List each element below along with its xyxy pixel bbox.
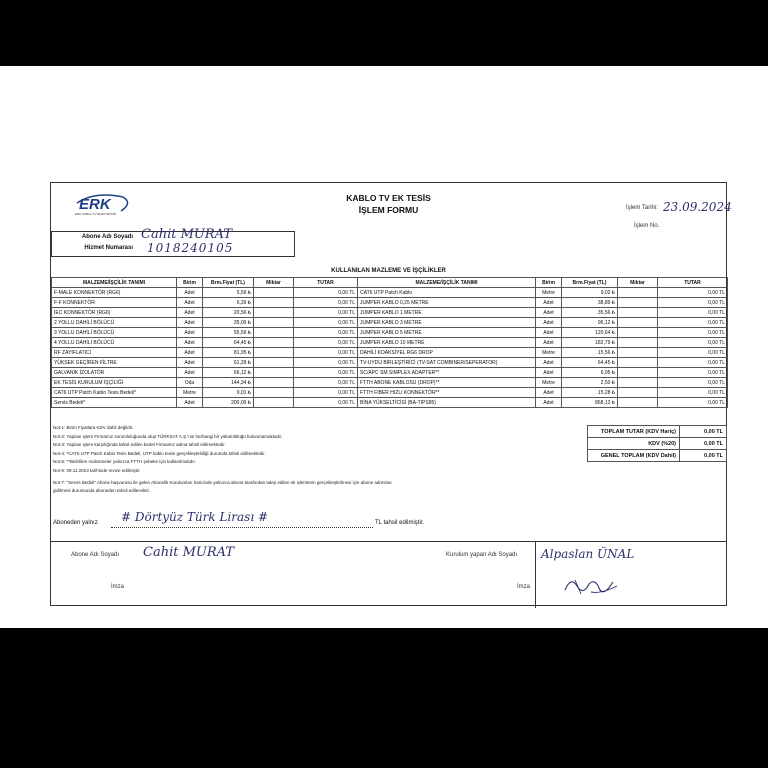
table-row bbox=[52, 288, 728, 298]
left-unit-cell: Adet bbox=[177, 348, 203, 358]
col-header-desc: MALZEME/İŞÇİLİK TANIMI bbox=[52, 278, 177, 288]
total-value: 0,00 TL bbox=[680, 426, 727, 438]
right-price-cell: 38,89 ₺ bbox=[562, 298, 618, 308]
left-qty-cell bbox=[254, 338, 294, 348]
right-total-cell: 0,00 TL bbox=[658, 348, 728, 358]
note-line: Not-7: "Servis Bedeli" Abone başvurusu ile gelen Abonelik Kurulumları haricinde yalnızca abone tarafından talep edilen ek işlemlerin gerçekleştirilmesi için abone adresine bbox=[53, 479, 392, 485]
left-price-cell: 9,01 ₺ bbox=[203, 388, 254, 398]
right-total-cell: 0,00 TL bbox=[658, 358, 728, 368]
left-unit-cell: Adet bbox=[177, 308, 203, 318]
right-qty-cell bbox=[618, 308, 658, 318]
left-price-cell: 20,56 ₺ bbox=[203, 308, 254, 318]
left-price-cell: 6,39 ₺ bbox=[203, 298, 254, 308]
left-name-cell: EK TESİS KURULUM İŞÇİLİĞİ bbox=[52, 378, 177, 388]
right-unit-cell: Adet bbox=[536, 358, 562, 368]
left-price-cell: 35,00 ₺ bbox=[203, 318, 254, 328]
right-name-cell: SC/APC SM SIMPLEX ADAPTER** bbox=[358, 368, 536, 378]
notes-block bbox=[53, 425, 392, 497]
right-total-cell: 0,00 TL bbox=[658, 368, 728, 378]
left-unit-cell: Adet bbox=[177, 358, 203, 368]
left-unit-cell: Adet bbox=[177, 328, 203, 338]
service-no-label: Hizmet Numarası bbox=[84, 245, 133, 251]
note-line: Not-3: Yapılan işlem karşılığında tahsil edilen bedel Firmamız adına tahsil edilmektedir. bbox=[53, 442, 226, 448]
left-unit-cell: Adet bbox=[177, 338, 203, 348]
table-row bbox=[52, 398, 728, 408]
note-line: Not-4: *CAT6 UTP Patch Kablo Tesis Bedeli, UTP kablo tesisi gerçekleştirildiği durumda tahsil edilmektedir. bbox=[53, 450, 266, 456]
right-name-cell: DAHİLİ KOAKSİYEL RG6 DROP bbox=[358, 348, 536, 358]
right-total-cell: 0,00 TL bbox=[658, 308, 728, 318]
left-total-cell: 0,00 TL bbox=[294, 348, 358, 358]
left-price-cell: 64,45 ₺ bbox=[203, 338, 254, 348]
payment-dotted-line bbox=[111, 527, 373, 528]
sig-subscriber-name-value: Cahit MURAT bbox=[143, 545, 234, 560]
subscriber-name-value: Cahit MURAT bbox=[141, 227, 232, 242]
right-total-cell: 0,00 TL bbox=[658, 338, 728, 348]
left-unit-cell: Adet bbox=[177, 288, 203, 298]
left-qty-cell bbox=[254, 378, 294, 388]
col-header-qty: Miktar bbox=[254, 278, 294, 288]
table-row bbox=[52, 358, 728, 368]
table-row bbox=[52, 308, 728, 318]
payment-suffix: TL tahsil edilmiştir. bbox=[375, 520, 425, 526]
left-name-cell: CAT6 UTP Patch Kablo Tesis Bedeli* bbox=[52, 388, 177, 398]
table-row bbox=[52, 388, 728, 398]
left-qty-cell bbox=[254, 298, 294, 308]
form-title-line1: KABLO TV EK TESİS bbox=[346, 193, 431, 203]
right-name-cell: TV-UYDU BİRLEŞTİRİCİ (TV-SAT COMBINER/SEPERATOR) bbox=[358, 358, 536, 368]
sig-installer-name-label: Kurulum yapan Adı Soyadı bbox=[446, 552, 518, 558]
form-no-label: İşlem No. bbox=[634, 223, 660, 229]
total-value: 0,00 TL bbox=[680, 450, 727, 462]
signature-divider bbox=[535, 542, 536, 608]
left-price-cell: 5,56 ₺ bbox=[203, 288, 254, 298]
left-qty-cell bbox=[254, 358, 294, 368]
totals-row bbox=[588, 438, 727, 450]
signature-area bbox=[51, 541, 726, 608]
left-unit-cell: Adet bbox=[177, 318, 203, 328]
left-name-cell: 2 YOLLU DAHİLİ BÖLÜCÜ bbox=[52, 318, 177, 328]
right-name-cell: CAT6 UTP Patch Kablo bbox=[358, 288, 536, 298]
left-total-cell: 0,00 TL bbox=[294, 398, 358, 408]
col-header-unit: Birim bbox=[177, 278, 203, 288]
right-unit-cell: Adet bbox=[536, 368, 562, 378]
left-name-cell: RF ZAYIFLATICI bbox=[52, 348, 177, 358]
right-unit-cell: Adet bbox=[536, 338, 562, 348]
right-qty-cell bbox=[618, 358, 658, 368]
left-total-cell: 0,00 TL bbox=[294, 378, 358, 388]
right-unit-cell: Metre bbox=[536, 288, 562, 298]
left-unit-cell: Adet bbox=[177, 398, 203, 408]
totals-table bbox=[587, 425, 727, 462]
left-name-cell: F-F KONNEKTÖR bbox=[52, 298, 177, 308]
left-total-cell: 0,00 TL bbox=[294, 318, 358, 328]
right-qty-cell bbox=[618, 338, 658, 348]
left-qty-cell bbox=[254, 368, 294, 378]
left-total-cell: 0,00 TL bbox=[294, 388, 358, 398]
table-row bbox=[52, 348, 728, 358]
left-name-cell: IEC KONNEKTÖR (RG6) bbox=[52, 308, 177, 318]
left-name-cell: YÜKSEK GEÇİREN FİLTRE bbox=[52, 358, 177, 368]
left-qty-cell bbox=[254, 288, 294, 298]
left-unit-cell: Metre bbox=[177, 388, 203, 398]
left-name-cell: 3 YOLLU DAHİLİ BÖLÜCÜ bbox=[52, 328, 177, 338]
left-unit-cell: Adet bbox=[177, 298, 203, 308]
right-unit-cell: Metre bbox=[536, 348, 562, 358]
table-row bbox=[52, 318, 728, 328]
right-price-cell: 2,50 ₺ bbox=[562, 378, 618, 388]
left-price-cell: 144,34 ₺ bbox=[203, 378, 254, 388]
right-price-cell: 120,64 ₺ bbox=[562, 328, 618, 338]
total-label: KDV (%20) bbox=[588, 438, 680, 450]
right-total-cell: 0,00 TL bbox=[658, 298, 728, 308]
right-total-cell: 0,00 TL bbox=[658, 398, 728, 408]
logo-subtitle: ERK KABLO TV ELEKTRONİK bbox=[75, 212, 117, 216]
right-price-cell: 96,12 ₺ bbox=[562, 318, 618, 328]
right-total-cell: 0,00 TL bbox=[658, 318, 728, 328]
sig-installer-name-value: Alpaslan ÜNAL bbox=[541, 547, 635, 561]
right-unit-cell: Adet bbox=[536, 308, 562, 318]
left-qty-cell bbox=[254, 388, 294, 398]
payment-amount-written: # Dörtyüz Türk Lirası # bbox=[121, 510, 269, 524]
right-name-cell: BİNA YÜKSELTİCİSİ (BA-TIPS85) bbox=[358, 398, 536, 408]
note-line: Not-1: Birim Fiyatlara KDV dahil değildir. bbox=[53, 425, 134, 430]
right-unit-cell: Adet bbox=[536, 328, 562, 338]
table-row bbox=[52, 328, 728, 338]
left-total-cell: 0,00 TL bbox=[294, 288, 358, 298]
right-unit-cell: Adet bbox=[536, 318, 562, 328]
left-name-cell: GALVANİK İZOLATÖR bbox=[52, 368, 177, 378]
logo-text: ERK bbox=[79, 196, 111, 213]
left-price-cell: 81,95 ₺ bbox=[203, 348, 254, 358]
right-name-cell: JUMPER KABLO 10 METRE bbox=[358, 338, 536, 348]
right-price-cell: 9,02 ₺ bbox=[562, 288, 618, 298]
items-table bbox=[51, 277, 728, 408]
col-header-unit: Birim bbox=[536, 278, 562, 288]
table-row bbox=[52, 378, 728, 388]
col-header-total: TUTAR bbox=[658, 278, 728, 288]
left-qty-cell bbox=[254, 308, 294, 318]
right-name-cell: FTTH ABONE KABLOSU (DROP)** bbox=[358, 378, 536, 388]
left-total-cell: 0,00 TL bbox=[294, 368, 358, 378]
left-qty-cell bbox=[254, 318, 294, 328]
signature-scribble-icon bbox=[561, 572, 621, 598]
date-value: 23.09.2024 bbox=[663, 200, 732, 214]
total-value: 0,00 TL bbox=[680, 438, 727, 450]
payment-prefix: Aboneden yalnız bbox=[53, 520, 98, 526]
right-price-cell: 64,45 ₺ bbox=[562, 358, 618, 368]
right-price-cell: 35,56 ₺ bbox=[562, 308, 618, 318]
right-unit-cell: Adet bbox=[536, 388, 562, 398]
right-qty-cell bbox=[618, 348, 658, 358]
totals-row bbox=[588, 450, 727, 462]
col-header-total: TUTAR bbox=[294, 278, 358, 288]
right-name-cell: FTTH FİBER HIZLI KONNEKTÖR** bbox=[358, 388, 536, 398]
note-line: Not-2: Yapılan işlem Firmamız sorumluluğunda olup TÜRKSAT A.Ş.'nin herhangi bir yükümlülüğü bulunmamaktadır. bbox=[53, 433, 283, 439]
col-header-qty: Miktar bbox=[618, 278, 658, 288]
right-name-cell: JUMPER KABLO 3 METRE bbox=[358, 318, 536, 328]
left-qty-cell bbox=[254, 398, 294, 408]
right-qty-cell bbox=[618, 298, 658, 308]
left-total-cell: 0,00 TL bbox=[294, 338, 358, 348]
table-row bbox=[52, 368, 728, 378]
service-no-value: 1018240105 bbox=[147, 241, 234, 255]
right-qty-cell bbox=[618, 378, 658, 388]
table-row bbox=[52, 338, 728, 348]
left-total-cell: 0,00 TL bbox=[294, 308, 358, 318]
right-total-cell: 0,00 TL bbox=[658, 328, 728, 338]
total-label: GENEL TOPLAM (KDV Dahil) bbox=[588, 450, 680, 462]
right-unit-cell: Adet bbox=[536, 298, 562, 308]
section-title: KULLANILAN MAZLEME VE İŞÇİLİKLER bbox=[331, 268, 446, 274]
right-qty-cell bbox=[618, 318, 658, 328]
right-total-cell: 0,00 TL bbox=[658, 388, 728, 398]
right-price-cell: 868,13 ₺ bbox=[562, 398, 618, 408]
left-total-cell: 0,00 TL bbox=[294, 328, 358, 338]
left-price-cell: 200,00 ₺ bbox=[203, 398, 254, 408]
col-header-price: Brm.Fiyat (TL) bbox=[562, 278, 618, 288]
sig-subscriber-name-label: Abone Adı Soyadı bbox=[71, 552, 120, 558]
note-line: Not-6: 09.11.2023 tarihinde revize edilmiştir. bbox=[53, 467, 141, 473]
right-price-cell: 182,79 ₺ bbox=[562, 338, 618, 348]
right-qty-cell bbox=[618, 328, 658, 338]
left-total-cell: 0,00 TL bbox=[294, 298, 358, 308]
right-qty-cell bbox=[618, 288, 658, 298]
left-name-cell: Servis Bedeli* bbox=[52, 398, 177, 408]
right-unit-cell: Metre bbox=[536, 378, 562, 388]
sig-left-label: İmza bbox=[111, 584, 125, 590]
left-name-cell: 4 YOLLU DAHİLİ BÖLÜCÜ bbox=[52, 338, 177, 348]
left-price-cell: 55,56 ₺ bbox=[203, 328, 254, 338]
left-qty-cell bbox=[254, 328, 294, 338]
totals-row bbox=[588, 426, 727, 438]
right-total-cell: 0,00 TL bbox=[658, 378, 728, 388]
left-unit-cell: Oda bbox=[177, 378, 203, 388]
right-name-cell: JUMPER KABLO 5 METRE bbox=[358, 328, 536, 338]
left-name-cell: F-MALE KONNEKTÖR (RG6) bbox=[52, 288, 177, 298]
note-line: Not-5: **Belirtilen malzemeler yalnızca FTTH şebeke için kullanılmalıdır. bbox=[53, 459, 197, 465]
left-total-cell: 0,00 TL bbox=[294, 358, 358, 368]
sig-right-label: İmza bbox=[517, 584, 531, 590]
right-price-cell: 15,56 ₺ bbox=[562, 348, 618, 358]
col-header-desc: MALZEME/İŞÇİLİK TANIMI bbox=[358, 278, 536, 288]
scanned-paper bbox=[0, 66, 768, 628]
total-label: TOPLAM TUTAR (KDV Hariç) bbox=[588, 426, 680, 438]
table-header-row bbox=[52, 278, 728, 288]
right-name-cell: JUMPER KABLO 1 METRE bbox=[358, 308, 536, 318]
note-line: gidilmesi durumunda aboneden tahsil edilecektir. bbox=[53, 488, 151, 494]
right-total-cell: 0,00 TL bbox=[658, 288, 728, 298]
form-frame bbox=[50, 182, 732, 606]
left-qty-cell bbox=[254, 348, 294, 358]
subscriber-name-label: Abone Adı Soyadı bbox=[81, 234, 133, 240]
right-price-cell: 15,28 ₺ bbox=[562, 388, 618, 398]
col-header-price: Brm.Fiyat (TL) bbox=[203, 278, 254, 288]
left-price-cell: 66,12 ₺ bbox=[203, 368, 254, 378]
table-row bbox=[52, 298, 728, 308]
left-unit-cell: Adet bbox=[177, 368, 203, 378]
right-qty-cell bbox=[618, 388, 658, 398]
form-title-line2: İŞLEM FORMU bbox=[358, 205, 419, 215]
date-label: İşlem Tarihi: bbox=[626, 205, 658, 211]
right-qty-cell bbox=[618, 398, 658, 408]
right-name-cell: JUMPER KABLO 0,25 METRE bbox=[358, 298, 536, 308]
right-price-cell: 6,95 ₺ bbox=[562, 368, 618, 378]
right-qty-cell bbox=[618, 368, 658, 378]
left-price-cell: 61,39 ₺ bbox=[203, 358, 254, 368]
right-unit-cell: Adet bbox=[536, 398, 562, 408]
